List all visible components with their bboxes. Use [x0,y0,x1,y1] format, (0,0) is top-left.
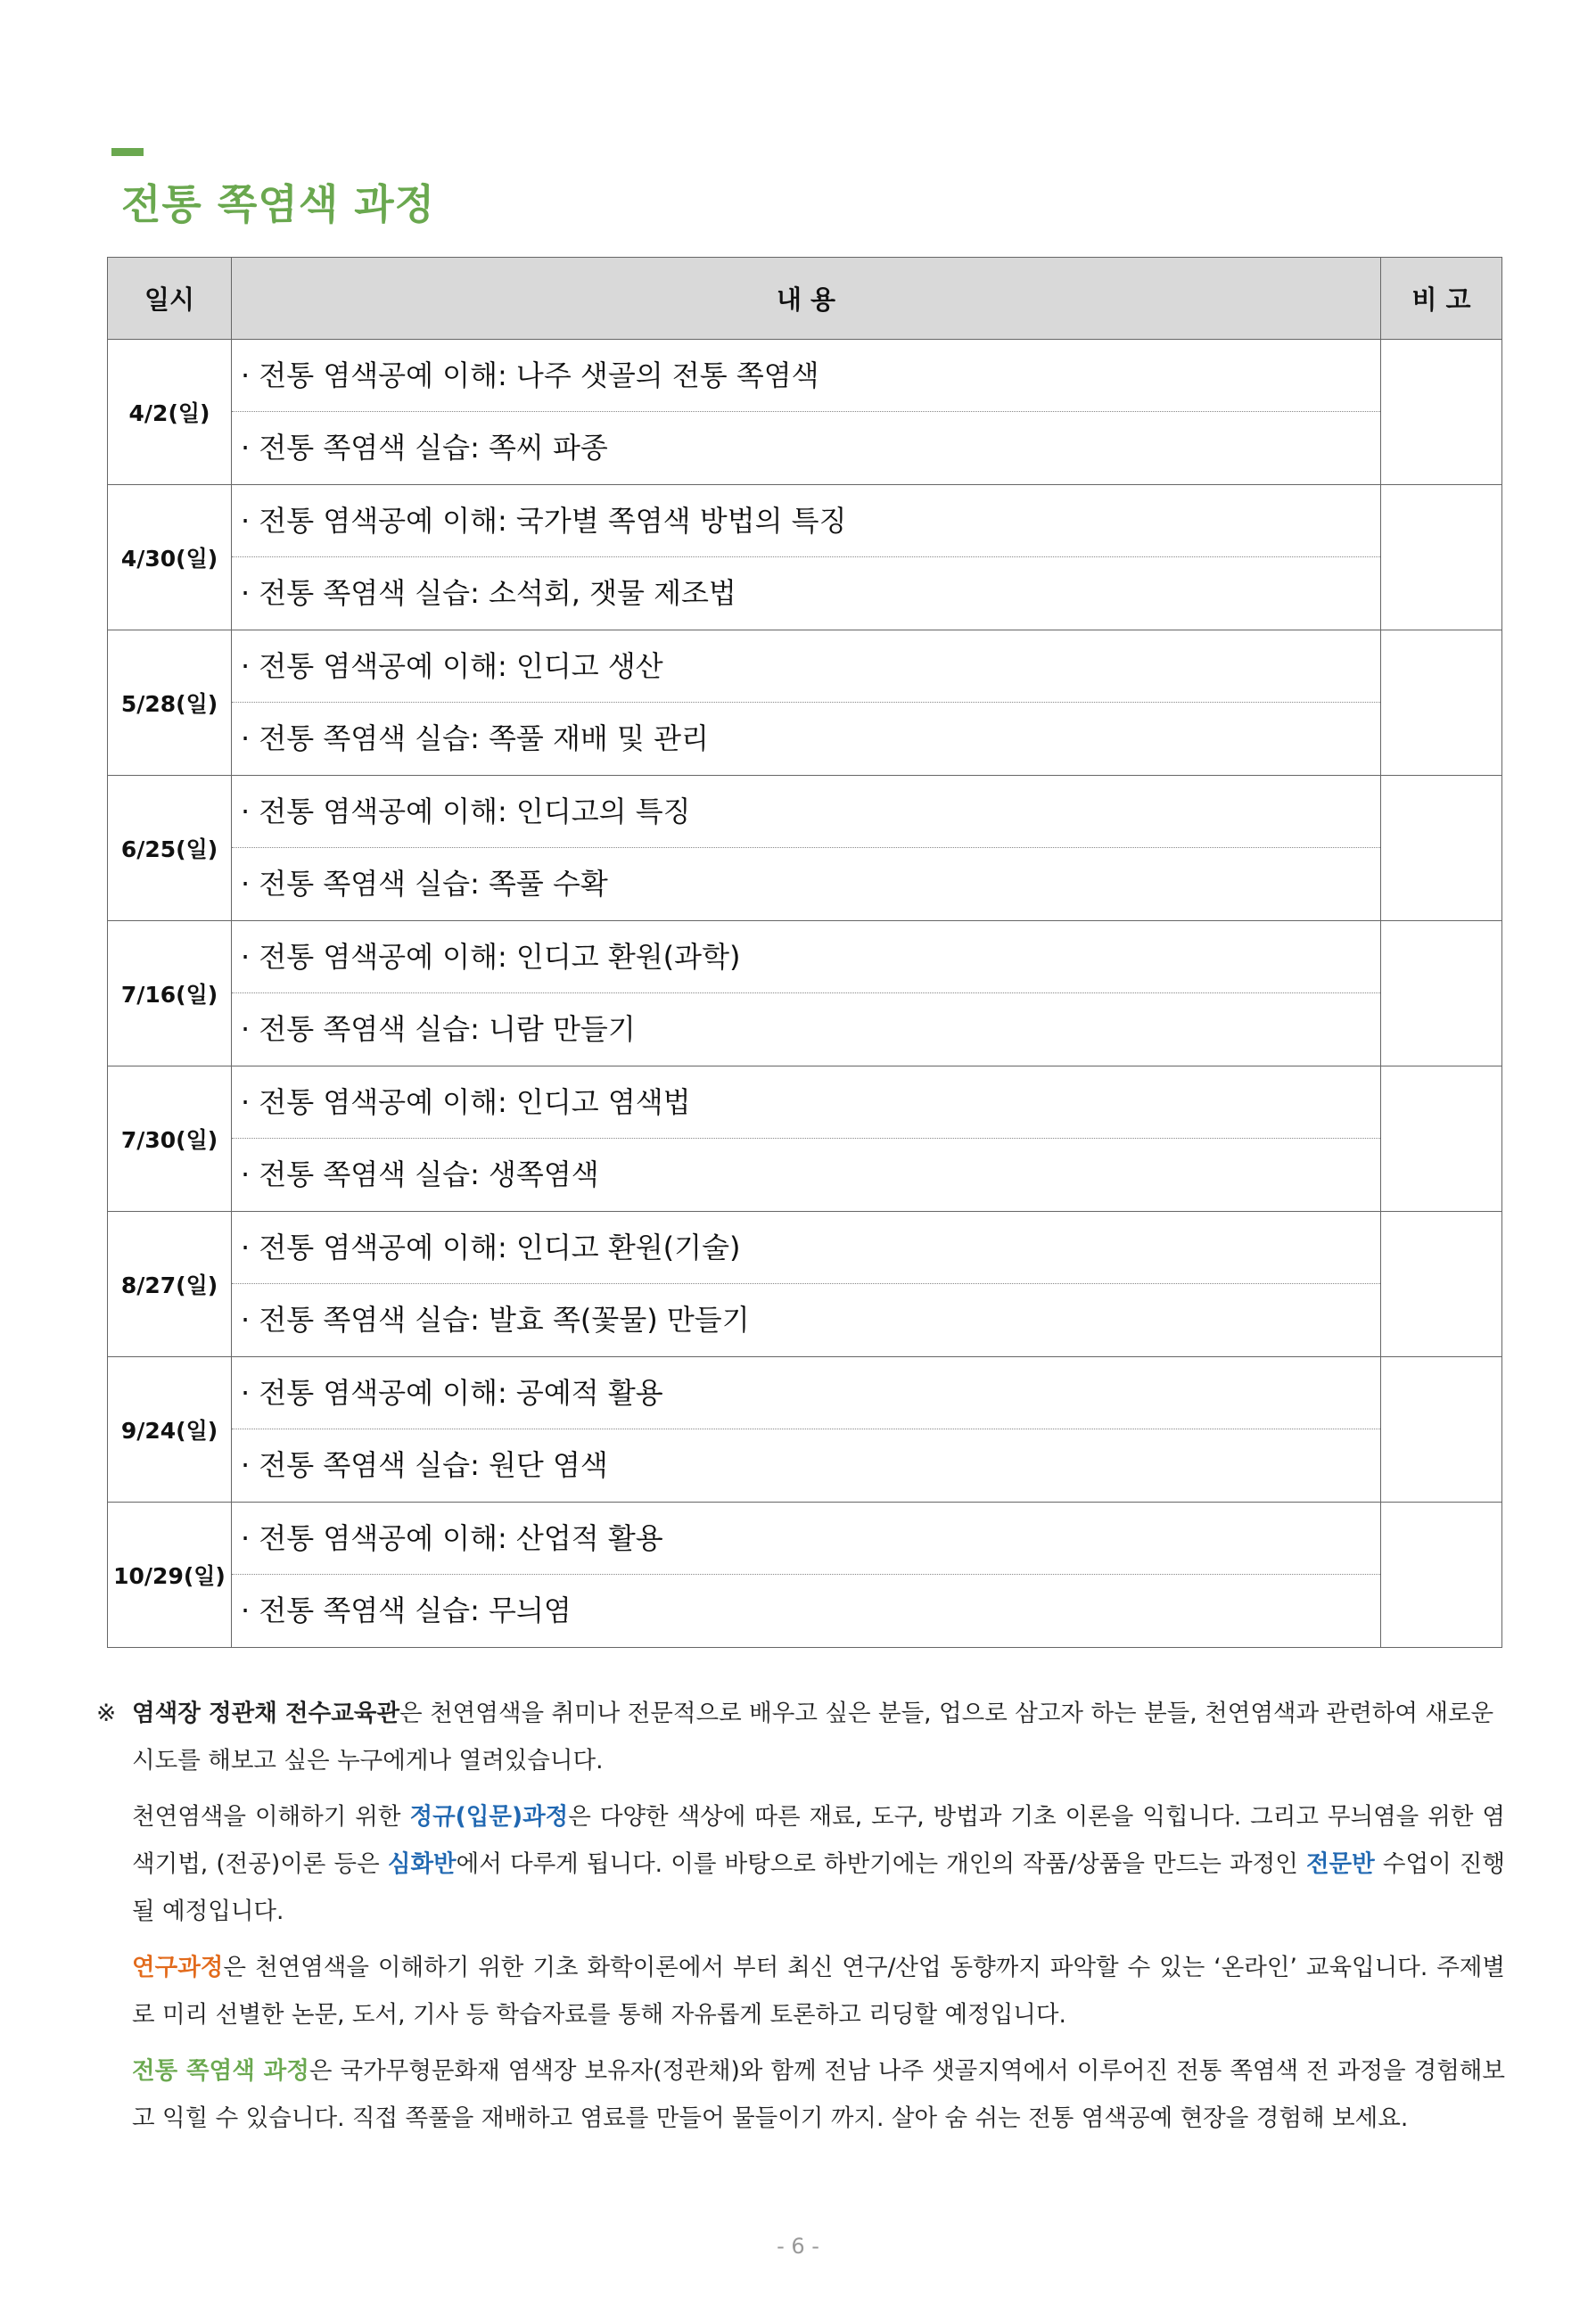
row-note [1381,1357,1502,1503]
row-content [232,776,1381,921]
row-content [232,921,1381,1066]
row-note [1381,1212,1502,1357]
theory-item: · 전통 염색공예 이해: 나주 샛골의 전통 쪽염색 [232,340,1380,412]
section-accent-bar [111,148,144,156]
table-row [108,485,1502,630]
row-note [1381,776,1502,921]
theory-item: · 전통 염색공예 이해: 인디고 환원(과학) [232,921,1380,993]
table-row [108,776,1502,921]
row-date: 9/24(일) [108,1357,232,1503]
research-course-highlight: 연구과정 [132,1954,224,1981]
schedule-table [107,257,1502,1648]
table-row [108,921,1502,1066]
table-header-row [108,258,1502,340]
table-row [108,340,1502,485]
row-date: 6/25(일) [108,776,232,921]
row-note [1381,921,1502,1066]
practice-item: · 전통 쪽염색 실습: 소석회, 잿물 제조법 [241,576,736,610]
center-name: 염색장 정관채 전수교육관 [132,1700,400,1727]
row-date: 8/27(일) [108,1212,232,1357]
row-date: 5/28(일) [108,630,232,776]
row-content [232,1503,1381,1648]
row-content [232,485,1381,630]
row-note [1381,630,1502,776]
theory-item: · 전통 염색공예 이해: 인디고 환원(기술) [232,1212,1380,1284]
row-date: 7/16(일) [108,921,232,1066]
table-row [108,630,1502,776]
row-content [232,1357,1381,1503]
table-row [108,1357,1502,1503]
row-content [232,1066,1381,1212]
regular-course-paragraph: 천연염색을 이해하기 위한 정규(입문)과정은 다양한 색상에 따른 재료, 도구, 방법과 기초 이론을 익힙니다. 그리고 무늬염을 위한 염색기법, (전공)이론 등은 심화반에서 다루게 됩니다. 이를 바탕으로 하반기에는 개인의 작품/상품을 만드는 과정인 전문반 수업이 진행될 예정입니다. [132,1803,1505,1925]
row-date: 4/2(일) [108,340,232,485]
row-content [232,340,1381,485]
row-note [1381,340,1502,485]
intro-text: 염색장 정관채 전수교육관은 천연염색을 취미나 전문적으로 배우고 싶은 분들, 업으로 삼고자 하는 분들, 천연염색과 관련하여 새로운 시도를 해보고 싶은 누구에게나 열려있습니다. [132,1700,1494,1775]
advanced-course-highlight: 심화반 [387,1850,457,1878]
theory-item: · 전통 염색공예 이해: 산업적 활용 [232,1503,1380,1575]
page-number: - 6 - [777,2234,819,2259]
theory-item: · 전통 염색공예 이해: 인디고 생산 [232,630,1380,703]
practice-item: · 전통 쪽염색 실습: 무늬염 [241,1593,572,1627]
header-content: 내 용 [232,258,1381,340]
section-title: 전통 쪽염색 과정 [121,180,436,228]
practice-item: · 전통 쪽염색 실습: 쪽풀 수확 [241,867,608,901]
indigo-course-paragraph: 전통 쪽염색 과정은 국가무형문화재 염색장 보유자(정관채)와 함께 전남 나주 샛골지역에서 이루어진 전통 쪽염색 전 과정을 경험해보고 익힐 수 있습니다. 직접 쪽풀을 재배하고 염료를 만들어 물들이기 까지. 살아 숨 쉬는 전통 염색공예 현장을 경험해 보세요. [132,2057,1505,2132]
header-date: 일시 [108,258,232,340]
practice-item: · 전통 쪽염색 실습: 생쪽염색 [241,1157,599,1191]
header-note: 비 고 [1381,258,1502,340]
row-date: 10/29(일) [108,1503,232,1648]
practice-item: · 전통 쪽염색 실습: 원단 염색 [241,1448,608,1482]
theory-item: · 전통 염색공예 이해: 국가별 쪽염색 방법의 특징 [232,485,1380,557]
indigo-course-highlight: 전통 쪽염색 과정 [132,2057,309,2085]
table-row [108,1066,1502,1212]
row-note [1381,485,1502,630]
row-date: 4/30(일) [108,485,232,630]
table-row [108,1503,1502,1648]
row-content [232,630,1381,776]
row-note [1381,1066,1502,1212]
practice-item: · 전통 쪽염색 실습: 발효 쪽(꽃물) 만들기 [241,1303,750,1337]
table-row [108,1212,1502,1357]
theory-item: · 전통 염색공예 이해: 인디고의 특징 [232,776,1380,848]
row-date: 7/30(일) [108,1066,232,1212]
intro-note [96,1690,1505,1784]
theory-item: · 전통 염색공예 이해: 인디고 염색법 [232,1066,1380,1139]
reference-mark: ※ [96,1700,117,1727]
practice-item: · 전통 쪽염색 실습: 쪽씨 파종 [241,431,608,465]
expert-course-highlight: 전문반 [1305,1850,1375,1878]
theory-item: · 전통 염색공예 이해: 공예적 활용 [232,1357,1380,1429]
practice-item: · 전통 쪽염색 실습: 쪽풀 재배 및 관리 [241,721,709,755]
row-content [232,1212,1381,1357]
practice-item: · 전통 쪽염색 실습: 니람 만들기 [241,1012,636,1046]
research-course-paragraph: 연구과정은 천연염색을 이해하기 위한 기초 화학이론에서 부터 최신 연구/산업 동향까지 파악할 수 있는 ‘온라인’ 교육입니다. 주제별로 미리 선별한 논문, 도서, 기사 등 학습자료를 통해 자유롭게 토론하고 리딩할 예정입니다. [132,1954,1505,2029]
regular-course-highlight: 정규(입문)과정 [409,1803,569,1831]
notes-section [96,1690,1505,2142]
row-note [1381,1503,1502,1648]
